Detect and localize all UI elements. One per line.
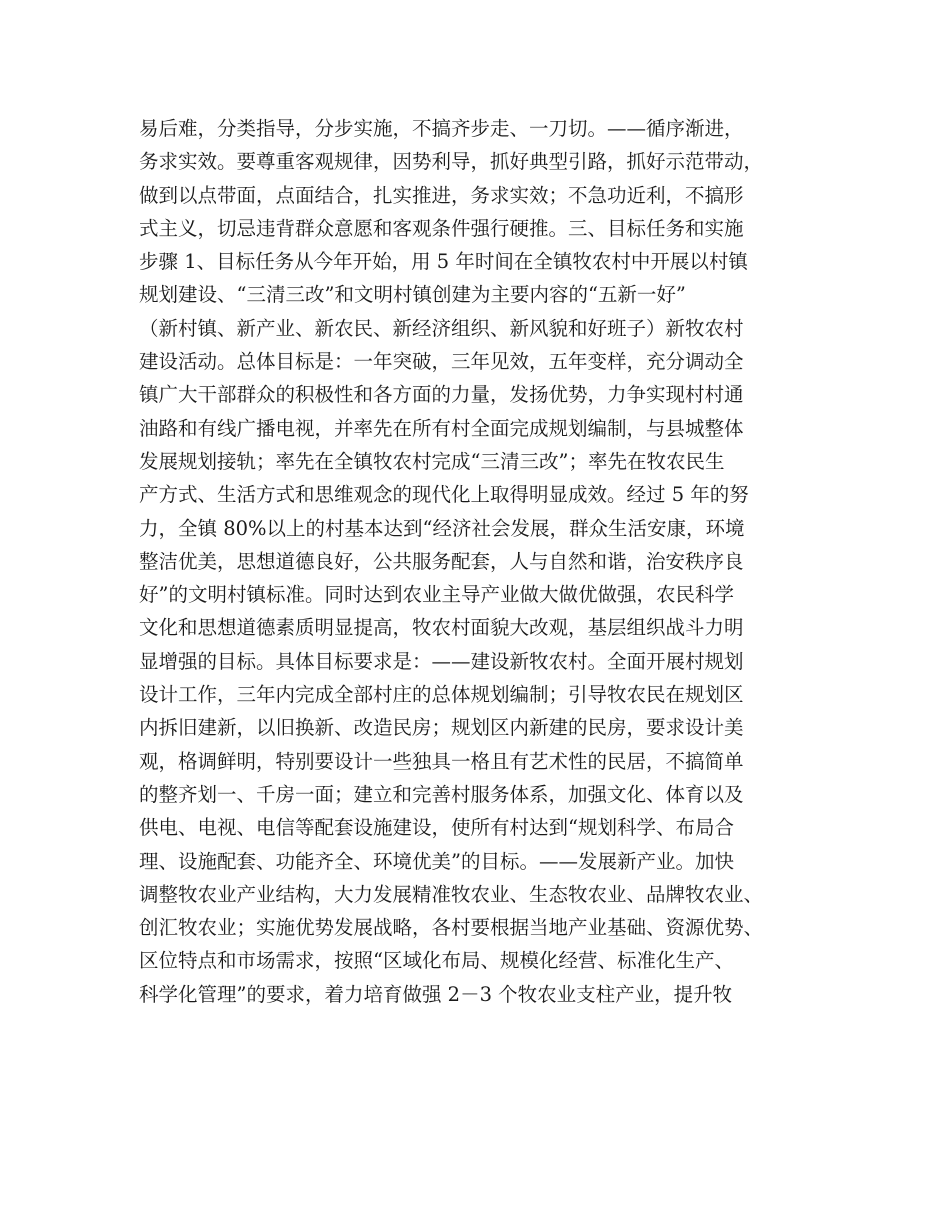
text-line: 调整牧农业产业结构，大力发展精准牧农业、生态牧农业、品牌牧农业、 bbox=[139, 882, 764, 906]
text-line: 油路和有线广播电视，并率先在所有村全面完成规划编制，与县城整体 bbox=[139, 416, 744, 440]
text-line: 文化和思想道德素质明显提高，牧农村面貌大改观，基层组织战斗力明 bbox=[139, 616, 744, 640]
text-line: 力，全镇 80%以上的村基本达到“经济社会发展，群众生活安康，环境 bbox=[139, 516, 745, 540]
text-line: 设计工作，三年内完成全部村庄的总体规划编制；引导牧农民在规划区 bbox=[139, 683, 744, 707]
text-line: 发展规划接轨；率先在全镇牧农村完成“三清三改”；率先在牧农民生 bbox=[139, 449, 725, 473]
text-line: 易后难，分类指导，分步实施，不搞齐步走、一刀切。——循序渐进， bbox=[139, 117, 744, 140]
text-line: 好”的文明村镇标准。同时达到农业主导产业做大做优做强，农民科学 bbox=[139, 583, 734, 607]
text-line: 理、设施配套、功能齐全、环境优美”的目标。——发展新产业。加快 bbox=[139, 849, 734, 873]
text-line: 区位特点和市场需求，按照“区域化布局、规模化经营、标准化生产、 bbox=[139, 949, 734, 973]
text-line: （新村镇、新产业、新农民、新经济组织、新风貌和好班子）新牧农村 bbox=[139, 316, 744, 340]
text-line: 做到以点带面，点面结合，扎实推进，务求实效；不急功近利，不搞形 bbox=[139, 183, 744, 207]
text-line: 创汇牧农业；实施优势发展战略，各村要根据当地产业基础、资源优势、 bbox=[139, 916, 764, 940]
text-line: 内拆旧建新，以旧换新、改造民房；规划区内新建的民房，要求设计美 bbox=[139, 716, 744, 740]
text-line: 规划建设、“三清三改”和文明村镇创建为主要内容的“五新一好” bbox=[139, 283, 686, 307]
text-line: 建设活动。总体目标是：一年突破，三年见效，五年变样，充分调动全 bbox=[139, 350, 744, 374]
text-line: 步骤 1、目标任务从今年开始，用 5 年时间在全镇牧农村中开展以村镇 bbox=[139, 250, 748, 274]
text-line: 式主义，切忌违背群众意愿和客观条件强行硬推。三、目标任务和实施 bbox=[139, 216, 744, 240]
text-line: 的整齐划一、千房一面；建立和完善村服务体系，加强文化、体育以及 bbox=[139, 782, 744, 806]
text-line: 镇广大干部群众的积极性和各方面的力量，发扬优势，力争实现村村通 bbox=[139, 383, 744, 407]
text-line: 产方式、生活方式和思维观念的现代化上取得明显成效。经过 5 年的努 bbox=[139, 483, 749, 507]
text-line: 务求实效。要尊重客观规律，因势利导，抓好典型引路，抓好示范带动， bbox=[139, 150, 764, 174]
text-line: 供电、电视、电信等配套设施建设，使所有村达到“规划科学、布局合 bbox=[139, 816, 734, 840]
body-text bbox=[139, 112, 839, 1011]
text-line: 显增强的目标。具体目标要求是：——建设新牧农村。全面开展村规划 bbox=[139, 649, 744, 673]
text-line: 科学化管理”的要求，着力培育做强 2－3 个牧农业支柱产业，提升牧 bbox=[139, 982, 733, 1006]
text-line: 观，格调鲜明，特别要设计一些独具一格且有艺术性的民居，不搞简单 bbox=[139, 749, 744, 773]
text-line: 整洁优美，思想道德良好，公共服务配套，人与自然和谐，治安秩序良 bbox=[139, 549, 744, 573]
